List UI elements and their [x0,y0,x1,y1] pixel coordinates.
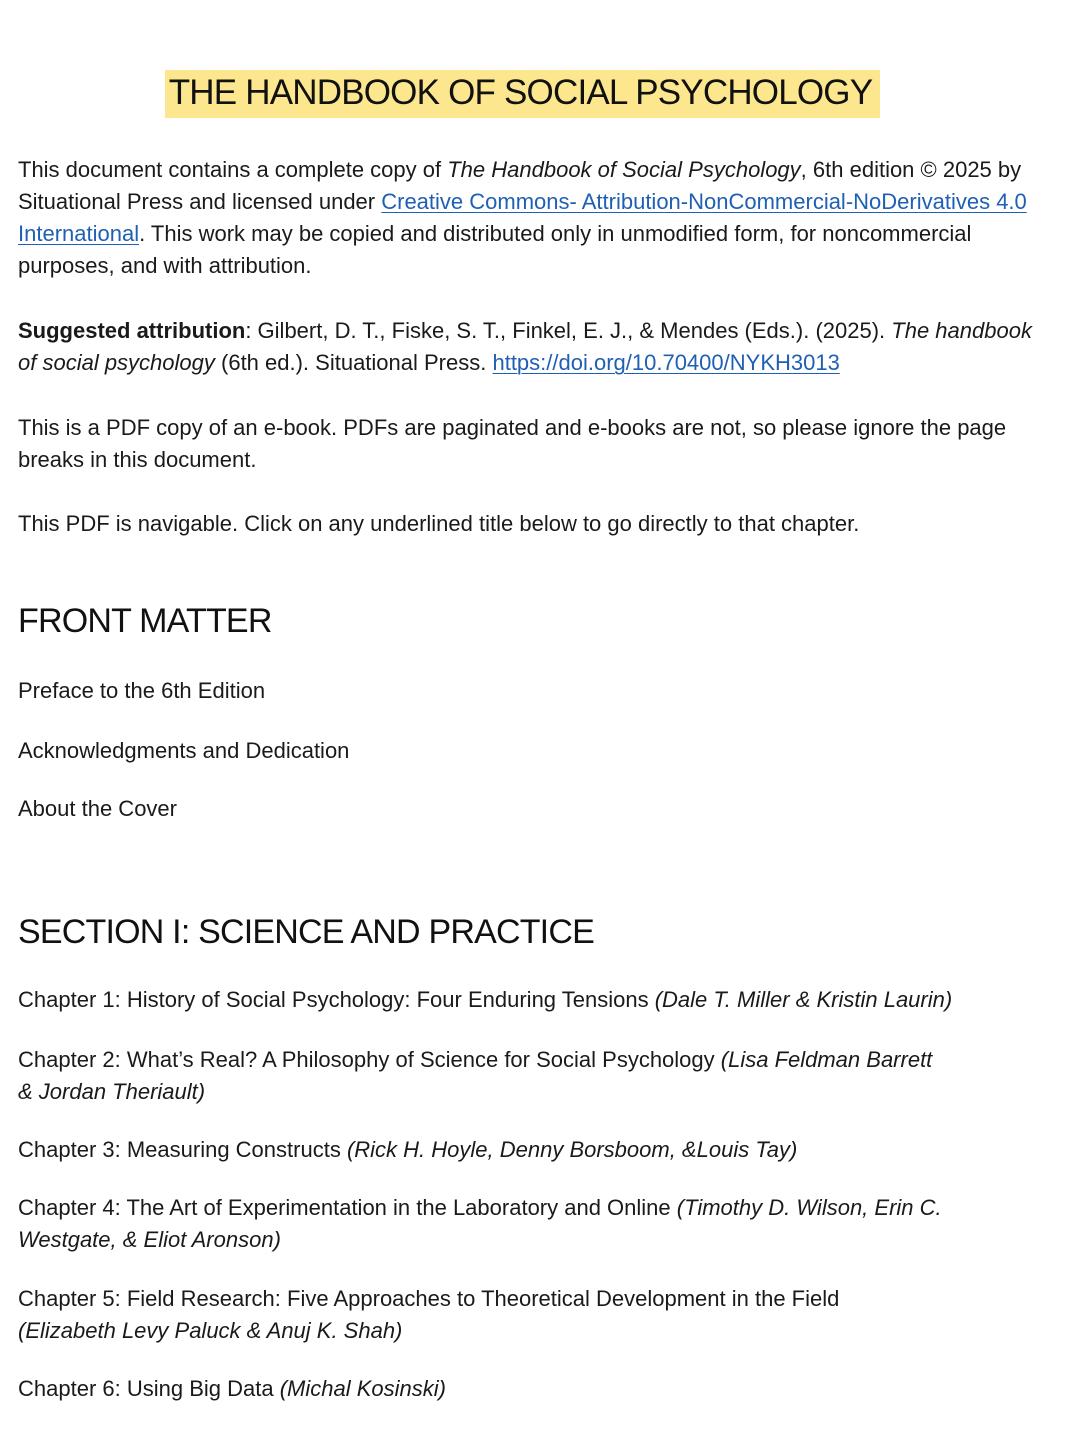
attribution-text-end: (6th ed.). Situational Press. [214,350,493,375]
chapter-title: Chapter 4: The Art of Experimentation in the Laboratory and Online [18,1195,677,1220]
toc-item-chapter-3[interactable] [18,1134,1058,1166]
toc-item-chapter-1[interactable] [18,984,1058,1016]
pdf-note-paragraph: This is a PDF copy of an e-book. PDFs are paginated and e-books are not, so please ignore the page breaks in this document. [18,415,1007,472]
toc-item-preface[interactable]: Preface to the 6th Edition [18,678,266,703]
chapter-authors: (Elizabeth Levy Paluck & Anuj K. Shah) [18,1318,403,1343]
chapter-authors: (Lisa Feldman Barrett & Jordan Theriault) [18,1047,933,1104]
chapter-authors: (Michal Kosinski) [279,1376,446,1401]
chapter-title: Chapter 2: What’s Real? A Philosophy of Science for Social Psychology [18,1047,721,1072]
toc-item-chapter-6[interactable] [18,1373,1058,1405]
attribution-label: Suggested attribution [18,318,246,343]
front-matter-heading: FRONT MATTER [18,602,272,640]
attribution-text-start: : Gilbert, D. T., Fiske, S. T., Finkel, E. J., & Mendes (Eds.). (2025). [245,318,892,343]
toc-item-acknowledgments[interactable]: Acknowledgments and Dedication [18,738,350,763]
toc-item-chapter-4[interactable] [18,1192,978,1256]
license-text-end: . This work may be copied and distributed only in unmodified form, for noncommercial purposes, and with attribution. [18,221,972,278]
license-text-start: This document contains a complete copy of [18,157,448,182]
toc-item-chapter-5[interactable] [18,1283,938,1347]
toc-item-about-cover[interactable]: About the Cover [18,796,177,821]
chapter-title: Chapter 5: Field Research: Five Approaches to Theoretical Development in the Field [18,1286,840,1311]
title-wrapper [0,70,1045,118]
attribution-paragraph [18,315,1048,379]
section-1-heading: SECTION I: SCIENCE AND PRACTICE [18,913,594,951]
document-title: THE HANDBOOK OF SOCIAL PSYCHOLOGY [165,70,881,118]
license-paragraph [18,154,1048,282]
license-link[interactable]: Creative Commons- Attribution-NonCommercial-NoDerivatives 4.0 International [18,189,1027,246]
chapter-title: Chapter 6: Using Big Data [18,1376,280,1401]
chapter-title: Chapter 3: Measuring Constructs [18,1137,347,1162]
chapter-title: Chapter 1: History of Social Psychology: Four Enduring Tensions [18,987,655,1012]
doi-link[interactable]: https://doi.org/10.70400/NYKH3013 [492,350,840,375]
book-title-italic: The Handbook of Social Psychology [447,157,801,182]
navigation-note-paragraph: This PDF is navigable. Click on any underlined title below to go directly to that chapter. [18,511,860,536]
toc-item-chapter-2[interactable] [18,1044,938,1108]
license-text-middle: , 6th edition © 2025 by Situational Press and licensed under [18,157,1022,214]
chapter-authors: (Dale T. Miller & Kristin Laurin) [654,987,953,1012]
attribution-title-italic: The handbook of social psychology [18,318,1032,375]
chapter-authors: (Rick H. Hoyle, Denny Borsboom, &Louis Tay) [346,1137,798,1162]
chapter-authors: (Timothy D. Wilson, Erin C. Westgate, & Eliot Aronson) [18,1195,942,1252]
